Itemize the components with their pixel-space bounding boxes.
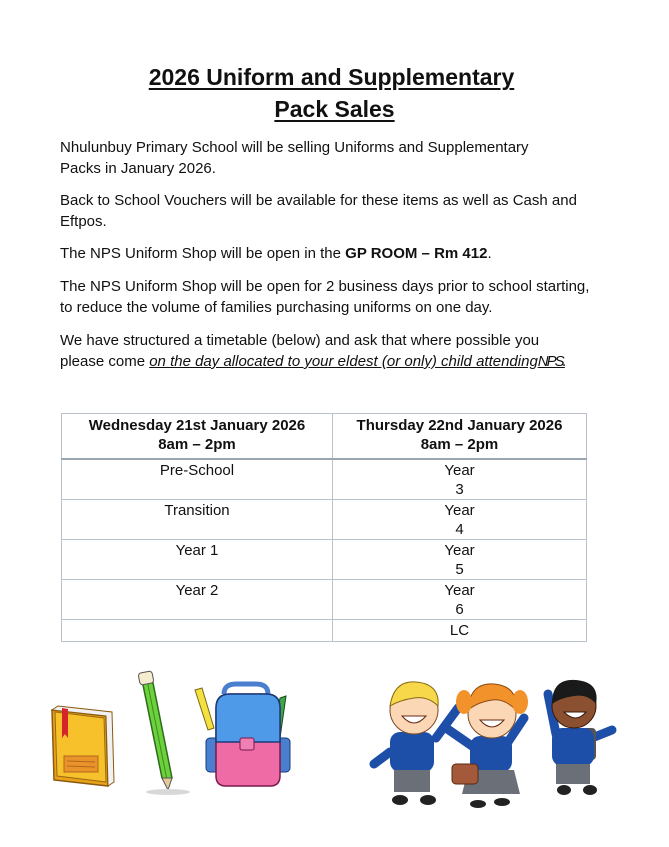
- intro-line-2: Packs in January 2026.: [60, 160, 216, 177]
- cell-thursday: [333, 459, 587, 500]
- title-line-2: Pack Sales: [274, 96, 395, 122]
- student-boy-2-icon: [548, 680, 612, 795]
- paragraph-intro: [60, 137, 620, 179]
- table-row: [62, 500, 587, 540]
- paragraph-open-days: [60, 276, 620, 318]
- cell-wednesday: Year 1: [62, 540, 333, 580]
- intro-line-1: Nhulunbuy Primary School will be selling Uniforms and Supplementary: [60, 139, 529, 156]
- cell-thursday-line-1: Year: [444, 542, 475, 559]
- cell-thursday-line-2: 4: [455, 521, 464, 538]
- table-row: [62, 620, 587, 642]
- pencil-icon: [138, 671, 190, 795]
- open-days-line-2: to reduce the volume of families purchasing uniforms on one day.: [60, 299, 493, 316]
- school-supplies-clipart: [30, 668, 300, 798]
- timetable-note-end: NPS.: [537, 353, 565, 370]
- cell-thursday-line-2: 5: [455, 561, 464, 578]
- cell-wednesday: Pre-School: [62, 459, 333, 500]
- cell-thursday-line-2: 3: [455, 481, 464, 498]
- timetable-note-line-1: We have structured a timetable (below) and ask that where possible you: [60, 332, 540, 349]
- timetable-note-emphasis: on the day allocated to your eldest (or only) child attending: [149, 353, 538, 370]
- header-wednesday: [62, 414, 333, 460]
- cell-wednesday: Year 2: [62, 580, 333, 620]
- header-wednesday-day: Wednesday 21st January 2026: [88, 417, 306, 434]
- cell-thursday-line-1: Year: [444, 582, 475, 599]
- book-icon: [52, 706, 114, 786]
- student-girl-icon: [446, 684, 528, 808]
- table-row: [62, 580, 587, 620]
- header-thursday-day: Thursday 22nd January 2026: [356, 417, 563, 434]
- jumping-students-clipart: [360, 672, 640, 812]
- cell-thursday: [333, 540, 587, 580]
- cell-thursday-line-2: 6: [455, 601, 464, 618]
- location-prefix: The NPS Uniform Shop will be open in the: [60, 245, 346, 262]
- cell-thursday: LC: [333, 620, 587, 642]
- table-row: [62, 459, 587, 500]
- timetable: [61, 413, 587, 642]
- header-thursday-time: 8am – 2pm: [420, 436, 499, 453]
- vouchers-line-1: Back to School Vouchers will be available for these items as well as Cash and: [60, 192, 577, 209]
- header-wednesday-time: 8am – 2pm: [158, 436, 236, 453]
- paragraph-vouchers: [60, 190, 620, 232]
- cell-wednesday: Transition: [62, 500, 333, 540]
- title-line-1: 2026 Uniform and Supplementary: [148, 64, 515, 90]
- cell-thursday-line-1: Year: [444, 502, 475, 519]
- paragraph-timetable-note: [60, 330, 620, 372]
- student-boy-icon: [374, 682, 458, 805]
- backpack-icon: [195, 684, 290, 786]
- cell-thursday: [333, 500, 587, 540]
- location-suffix: .: [487, 245, 492, 262]
- open-days-line-1: The NPS Uniform Shop will be open for 2 business days prior to school starting,: [60, 278, 590, 295]
- timetable-note-prefix: please come: [60, 353, 150, 370]
- cell-thursday: [333, 580, 587, 620]
- cell-thursday-line-1: Year: [444, 462, 475, 479]
- vouchers-line-2: Eftpos.: [60, 213, 107, 230]
- timetable-header-row: [62, 414, 587, 460]
- cell-wednesday: [62, 620, 333, 642]
- timetable-note-line-2: [60, 351, 620, 372]
- paragraph-location: [60, 243, 620, 264]
- table-row: [62, 540, 587, 580]
- location-room: GP ROOM – Rm 412: [345, 245, 488, 262]
- header-thursday: [333, 414, 587, 460]
